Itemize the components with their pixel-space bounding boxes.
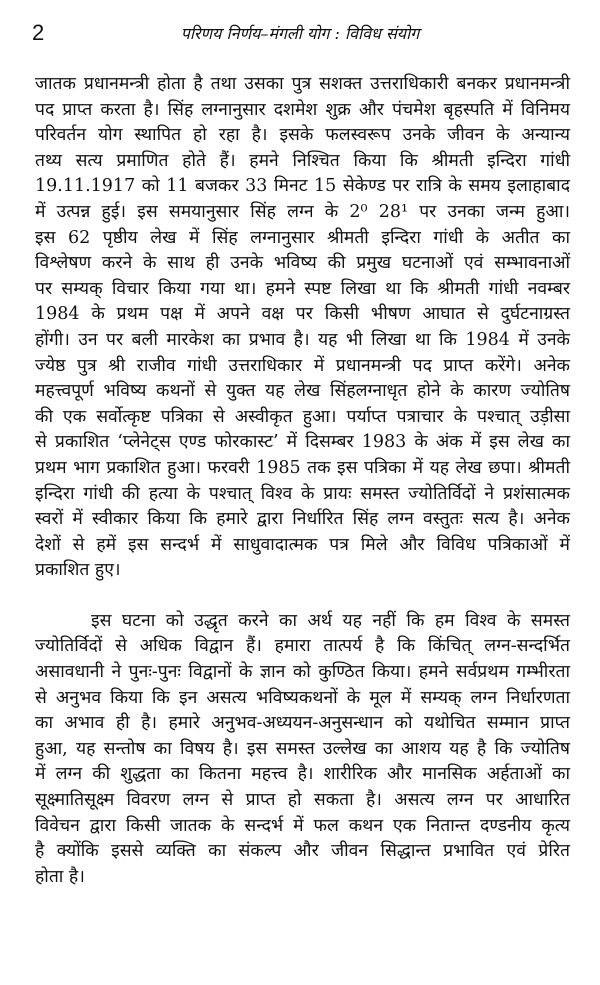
- page-body: [35, 72, 570, 890]
- text-line: इस घटना को उद्धृत करने का अर्थ यह नहीं कि हम विश्व के समस्त: [91, 610, 570, 631]
- text-line: पद प्राप्त करता है। सिंह लग्नानुसार दशमेश शुक्र और पंचमेश बृहस्पति में विनिमय: [35, 99, 570, 120]
- text-line: में लग्न की शुद्धता का कितना महत्त्व है। शारीरिक और मानसिक अर्हताओं का: [35, 764, 570, 785]
- paragraph: [35, 72, 570, 584]
- paragraph: [35, 609, 570, 891]
- text-line: से अनुभव किया कि इन असत्य भविष्यकथनों के मूल में सम्यक् लग्न निर्धारणता: [35, 687, 570, 708]
- text-line: ज्योतिर्विदों से अधिक विद्वान हैं। हमारा तात्पर्य है कि किंचित् लग्न-सन्दर्भित: [35, 636, 570, 657]
- text-line: महत्त्वपूर्ण भविष्य कथनों से युक्त यह लेख सिंहलग्नाधृत होने के कारण ज्योतिष: [35, 381, 570, 402]
- text-line: स्वरों में स्वीकार किया कि हमारे द्वारा निर्धारित सिंह लग्न वस्तुतः सत्य है। अनेक: [35, 509, 570, 530]
- text-line: इन्दिरा गांधी की हत्या के पश्चात् विश्व के प्रायः समस्त ज्योतिर्विदों ने प्रशंसात्मक: [35, 483, 570, 504]
- text-line: 1984 के प्रथम पक्ष में अपने वक्ष पर किसी भीषण आघात से दुर्घटनाग्रस्त: [35, 304, 570, 325]
- text-line: में उत्पन्न हुई। इस समयानुसार सिंह लग्न के 2⁰ 28¹ पर उनका जन्म हुआ।: [35, 201, 570, 222]
- running-title: परिणय निर्णय–मंगली योग : विविध संयोग: [180, 24, 420, 43]
- text-line: का अभाव ही है। हमारे अनुभव-अध्ययन-अनुसन्धान को यथोचित सम्मान प्राप्त: [35, 713, 570, 734]
- text-line: विवेचन द्वारा किसी जातक के सन्दर्भ में फल कथन एक नितान्त दण्डनीय कृत्य: [35, 815, 570, 836]
- text-line: है क्योंकि इससे व्यक्ति का संकल्प और जीवन सिद्धान्त प्रभावित एवं प्रेरित: [35, 841, 570, 862]
- text-line: देशों से हमें इस सन्दर्भ में साधुवादात्मक पत्र मिले और विविध पत्रिकाओं में: [35, 534, 570, 555]
- text-line: से प्रकाशित ‘प्लेनेट्स एण्ड फोरकास्ट’ में दिसम्बर 1983 के अंक में इस लेख का: [35, 432, 570, 453]
- page-header: [0, 20, 600, 50]
- text-line: इस 62 पृष्ठीय लेख में सिंह लग्नानुसार श्रीमती इन्दिरा गांधी के अतीत का: [35, 227, 570, 248]
- text-line: प्रथम भाग प्रकाशित हुआ। फरवरी 1985 तक इस पत्रिका में यह लेख छपा। श्रीमती: [35, 457, 570, 478]
- text-line: सूक्ष्मातिसूक्ष्म विवरण लग्न से प्राप्त हो सकता है। असत्य लग्न पर आधारित: [35, 790, 570, 811]
- text-line: ज्येष्ठ पुत्र श्री राजीव गांधी उत्तराधिकार में प्रधानमन्त्री पद प्राप्त करेंगे। अनेक: [35, 355, 570, 376]
- text-line: 19.11.1917 को 11 बजकर 33 मिनट 15 सेकेण्ड पर रात्रि के समय इलाहाबाद: [35, 176, 570, 197]
- text-line: प्रकाशित हुए।: [35, 560, 121, 581]
- text-line: की एक सर्वोत्कृष्ट पत्रिका से अस्वीकृत हुआ। पर्याप्त पत्राचार के पश्चात् उड़ीसा: [35, 406, 570, 427]
- text-line: होंगी। उन पर बली मारकेश का प्रभाव है। यह भी लिखा था कि 1984 में उनके: [35, 329, 570, 350]
- paragraph-gap: [35, 584, 570, 609]
- text-line: जातक प्रधानमन्त्री होता है तथा उसका पुत्र सशक्त उत्तराधिकारी बनकर प्रधानमन्त्री: [35, 74, 570, 94]
- text-line: असावधानी ने पुनः-पुनः विद्वानों के ज्ञान को कुण्ठित किया। हमने सर्वप्रथम गम्भीरता: [35, 662, 570, 683]
- text-line: होता है।: [35, 866, 85, 887]
- page-number: 2: [32, 20, 45, 45]
- text-line: परिवर्तन योग स्थापित हो रहा है। इसके फलस्वरूप उनके जीवन के अन्यान्य: [35, 125, 570, 146]
- text-line: तथ्य सत्य प्रमाणित होते हैं। हमने निश्चित किया कि श्रीमती इन्दिरा गांधी: [35, 150, 570, 171]
- text-line: पर सम्यक् विचार किया गया था। हमने स्पष्ट लिखा था कि श्रीमती गांधी नवम्बर: [35, 278, 570, 299]
- text-line: हुआ, यह सन्तोष का विषय है। इस समस्त उल्लेख का आशय यह है कि ज्योतिष: [35, 738, 570, 759]
- text-line: विश्लेषण करने के साथ ही उनके भविष्य की प्रमुख घटनाओं एवं सम्भावनाओं: [35, 253, 570, 274]
